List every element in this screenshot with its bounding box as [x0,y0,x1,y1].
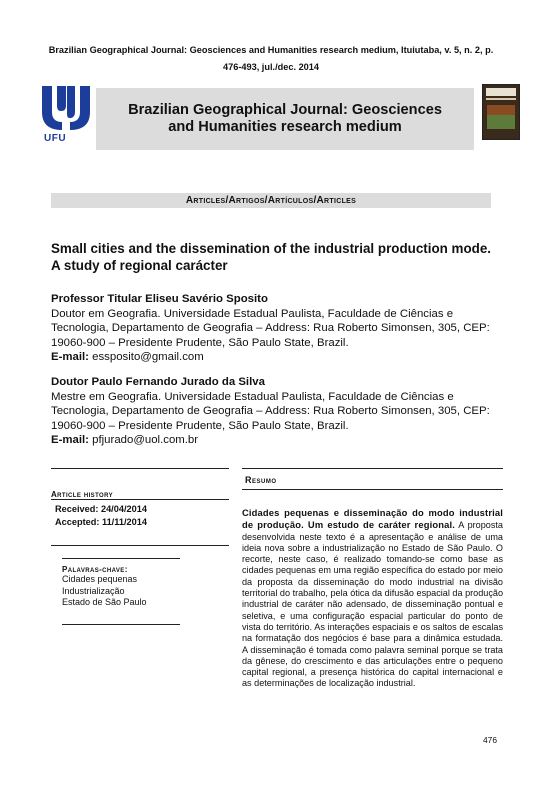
logo-text: UFU [44,133,67,144]
journal-header-banner [96,88,474,150]
resumo-title: Cidades pequenas e disseminação do modo industrial de produção. Um estudo de caráter regional. [242,507,503,531]
keyword-item: Estado de São Paulo [62,597,147,607]
divider [62,558,180,559]
resumo-heading: Resumo [245,475,277,485]
divider [51,499,229,500]
email-label: E-mail: [51,351,89,364]
divider [242,468,503,469]
author-block-2 [51,375,491,448]
journal-reference: Brazilian Geographical Journal: Geosciences and Humanities research medium, Ituiutaba, v. 5, n. 2, p. 476-493, jul./dec. 2014 [48,45,494,72]
article-history-dates [55,503,147,528]
keywords-label: Palavras-chave: [62,565,128,574]
divider [51,468,229,469]
journal-cover-thumbnail [482,84,520,140]
accepted-date: Accepted: 11/11/2014 [55,516,147,527]
article-title: Small cities and the dissemination of the industrial production mode. A study of regional carácter [51,241,491,273]
author-email[interactable]: essposito@gmail.com [92,351,204,364]
author-block-1 [51,292,491,365]
section-label: Articles/Artigos/Artículos/Articles [51,193,491,208]
resumo-abstract [242,507,503,690]
journal-title: Brazilian Geographical Journal: Geosciences and Humanities research medium [128,102,442,135]
resumo-body: A proposta desenvolvida neste texto é a apresentação e análise de uma ideia nova sobre a industrialização no Estado de São Paulo. O recorte, neste caso, é realizado tomando-se como base as cidades pequenas em uma região específica do estado por meio da proposta da disseminação do modo industrial na divisão territorial do trabalho, pela ótica da difusão espacial da produção industrial de caráter não adensado, de disseminação pontual e seletiva, e uma configuração espacial particular do ponto de vista do território. As interações espaciais e os saltos de escalas na formatação dos negócios é base para a dinâmica estudada. A disseminação é tomada como palavra seminal porque se trata da gênese, do crescimento e das articulações entre o pequeno capital regional, a presença histórica do capital internacional e as determinações de localização industrial. [242,520,503,689]
keyword-item: Cidades pequenas [62,574,138,584]
author-affiliation: Mestre em Geografia. Universidade Estadual Paulista, Faculdade de Ciências e Tecnologia, Departamento de Geografia – Address: Rua Roberto Simonsen, 305, CEP: 19060-900 – Presidente Prudente, São Paulo State, Brazil. [51,390,490,432]
author-email[interactable]: pfjurado@uol.com.br [92,434,199,447]
divider [51,545,229,546]
divider [242,489,503,490]
email-label: E-mail: [51,434,89,447]
keyword-item: Industrialização [62,585,125,596]
author-name: Doutor Paulo Fernando Jurado da Silva [51,376,265,388]
author-name: Professor Titular Eliseu Savério Sposito [51,293,268,305]
received-date: Received: 24/04/2014 [55,504,147,514]
article-history-label: Article history [51,490,114,499]
author-affiliation: Doutor em Geografia. Universidade Estadual Paulista, Faculdade de Ciências e Tecnologia, Departamento de Geografia – Address: Rua Roberto Simonsen, 305, CEP: 19060-900 – Presidente Prudente, São Paulo State, Brazil. [51,307,490,349]
divider [62,624,180,625]
page-number: 476 [483,735,497,745]
keywords-list [62,574,147,609]
